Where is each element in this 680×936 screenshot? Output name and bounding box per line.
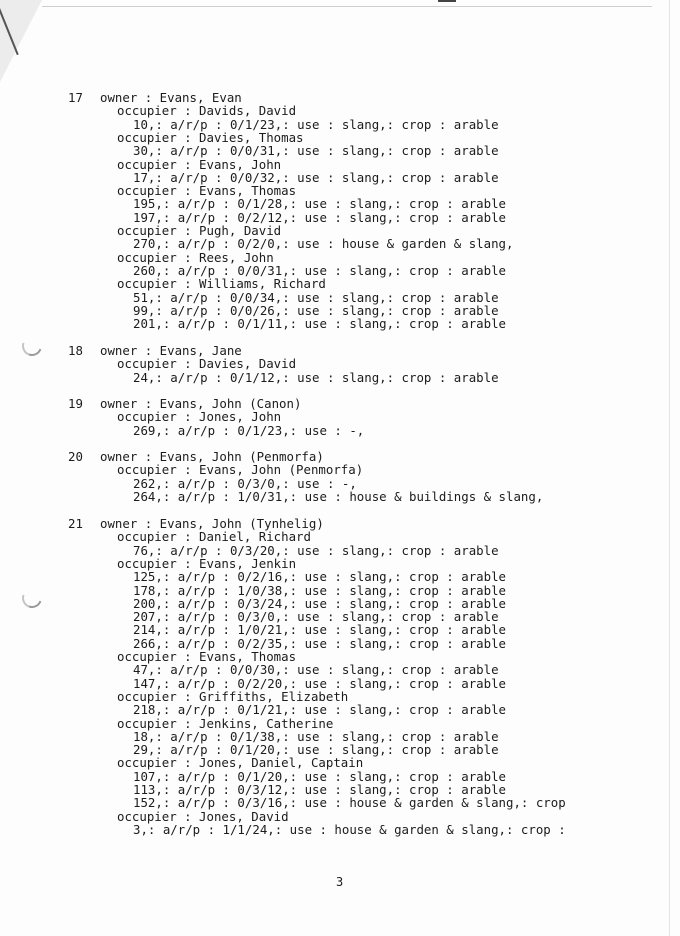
parcel-line: 152,: a/r/p : 0/3/16,: use : house & garden & slang,: crop: [133, 795, 566, 811]
parcel-line: 201,: a/r/p : 0/1/11,: use : slang,: crop : arable: [133, 316, 506, 332]
occupier-line: occupier : Davids, David: [117, 103, 297, 119]
parcel-line: 10,: a/r/p : 0/1/23,: use : slang,: crop : arable: [133, 116, 499, 132]
owner-line: owner : Evans, Jane: [100, 343, 242, 358]
parcel-line: 76,: a/r/p : 0/3/20,: use : slang,: crop : arable: [133, 542, 499, 558]
occupier-line: occupier : Griffiths, Elizabeth: [117, 688, 349, 704]
parcel-line: 214,: a/r/p : 1/0/21,: use : slang,: crop : arable: [133, 622, 506, 638]
entry-number: 20: [68, 449, 83, 464]
owner-line: owner : Evans, John (Penmorfa): [100, 449, 324, 464]
occupier-line: occupier : Jenkins, Catherine: [117, 715, 334, 731]
punch-hole-mark-lower: [19, 585, 46, 612]
owner-line: owner : Evans, Evan: [100, 90, 242, 105]
parcel-line: 200,: a/r/p : 0/3/24,: use : slang,: crop : arable: [133, 595, 506, 611]
parcel-line: 17,: a/r/p : 0/0/32,: use : slang,: crop : arable: [133, 169, 499, 185]
parcel-line: 197,: a/r/p : 0/2/12,: use : slang,: crop : arable: [133, 209, 506, 225]
occupier-line: occupier : Evans, Thomas: [117, 649, 297, 664]
page-right-edge: [669, 0, 670, 936]
parcel-line: 30,: a/r/p : 0/0/31,: use : slang,: crop : arable: [133, 143, 499, 159]
occupier-line: occupier : Jones, David: [117, 808, 289, 824]
parcel-line: 113,: a/r/p : 0/3/12,: use : slang,: crop : arable: [133, 782, 506, 797]
occupier-line: occupier : Daniel, Richard: [117, 529, 311, 545]
page-number: 3: [336, 875, 344, 889]
parcel-line: 3,: a/r/p : 1/1/24,: use : house & garden & slang,: crop :: [133, 821, 566, 837]
entry-number: 17: [68, 90, 83, 105]
parcel-line: 260,: a/r/p : 0/0/31,: use : slang,: crop : arable: [133, 262, 506, 278]
parcel-line: 207,: a/r/p : 0/3/0,: use : slang,: crop : arable: [133, 609, 499, 625]
parcel-line: 125,: a/r/p : 0/2/16,: use : slang,: crop : arable: [133, 569, 506, 585]
parcel-line: 269,: a/r/p : 0/1/23,: use : -,: [133, 422, 365, 438]
occupier-line: occupier : Rees, John: [117, 249, 274, 265]
parcel-line: 178,: a/r/p : 1/0/38,: use : slang,: crop : arable: [133, 582, 506, 598]
parcel-line: 47,: a/r/p : 0/0/30,: use : slang,: crop : arable: [133, 662, 499, 678]
owner-line: owner : Evans, John (Canon): [100, 396, 302, 411]
parcel-line: 218,: a/r/p : 0/1/21,: use : slang,: crop : arable: [133, 702, 506, 718]
folded-corner: [0, 0, 42, 82]
parcel-line: 107,: a/r/p : 0/1/20,: use : slang,: crop : arable: [133, 768, 506, 784]
top-pen-mark: [438, 0, 456, 2]
page-top-edge: [42, 6, 652, 7]
parcel-line: 266,: a/r/p : 0/2/35,: use : slang,: crop : arable: [133, 635, 506, 651]
parcel-line: 264,: a/r/p : 1/0/31,: use : house & buildings & slang,: [133, 488, 544, 504]
parcel-line: 24,: a/r/p : 0/1/12,: use : slang,: crop : arable: [133, 369, 499, 385]
parcel-line: 99,: a/r/p : 0/0/26,: use : slang,: crop : arable: [133, 302, 499, 318]
occupier-line: occupier : Jones, John: [117, 409, 282, 425]
parcel-line: 51,: a/r/p : 0/0/34,: use : slang,: crop : arable: [133, 289, 499, 305]
entry-number: 18: [68, 343, 83, 358]
occupier-line: occupier : Davies, David: [117, 356, 297, 372]
parcel-line: 18,: a/r/p : 0/1/38,: use : slang,: crop : arable: [133, 728, 499, 744]
parcel-line: 262,: a/r/p : 0/3/0,: use : -,: [133, 475, 357, 491]
entry-number: 19: [68, 396, 83, 411]
occupier-line: occupier : Jones, Daniel, Captain: [117, 755, 364, 771]
punch-hole-mark-upper: [19, 333, 46, 360]
occupier-line: occupier : Evans, Thomas: [117, 183, 297, 199]
parcel-line: 270,: a/r/p : 0/2/0,: use : house & garden & slang,: [133, 236, 514, 252]
occupier-line: occupier : Davies, Thomas: [117, 129, 304, 145]
occupier-line: occupier : Evans, Jenkin: [117, 555, 297, 571]
parcel-line: 147,: a/r/p : 0/2/20,: use : slang,: crop : arable: [133, 675, 506, 691]
occupier-line: occupier : Evans, John (Penmorfa): [117, 462, 364, 478]
parcel-line: 29,: a/r/p : 0/1/20,: use : slang,: crop : arable: [133, 742, 499, 758]
parcel-line: 195,: a/r/p : 0/1/28,: use : slang,: crop : arable: [133, 196, 506, 212]
occupier-line: occupier : Williams, Richard: [117, 276, 326, 292]
occupier-line: occupier : Evans, John: [117, 156, 282, 172]
entry-number: 21: [68, 516, 83, 531]
occupier-line: occupier : Pugh, David: [117, 223, 282, 238]
owner-line: owner : Evans, John (Tynhelig): [100, 516, 324, 531]
